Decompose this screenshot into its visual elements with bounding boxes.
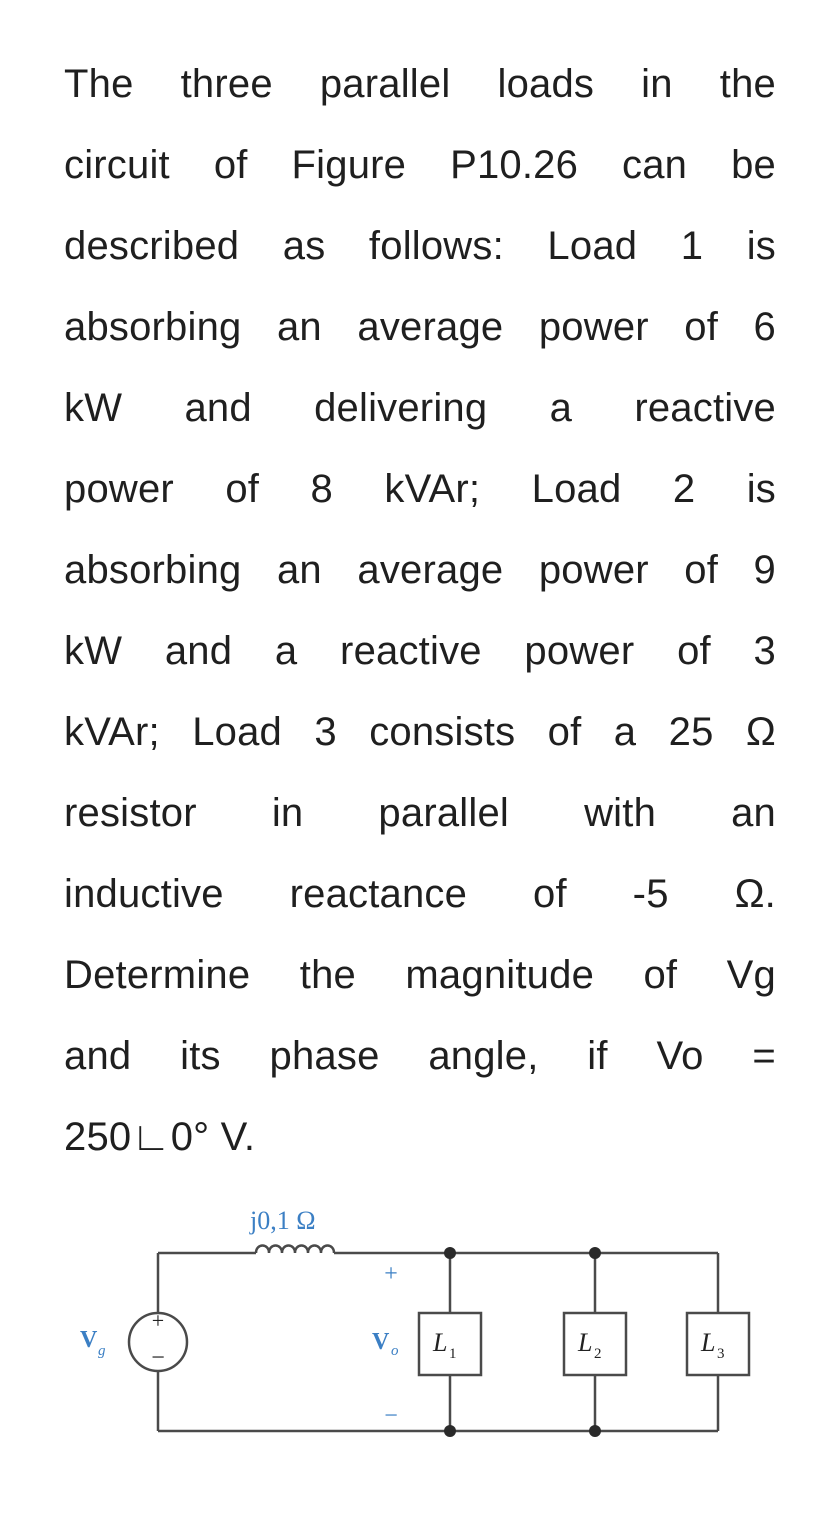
output-minus-sign: − <box>384 1403 398 1429</box>
problem-line: circuit of Figure P10.26 can be <box>64 143 776 187</box>
problem-line: power of 8 kVAr; Load 2 is <box>64 467 776 511</box>
problem-line: absorbing an average power of 9 <box>64 548 776 592</box>
load1-label: L <box>433 1328 448 1357</box>
problem-statement <box>64 44 776 1178</box>
problem-line: resistor in parallel with an <box>64 791 776 835</box>
load1-box <box>419 1313 481 1375</box>
problem-line: and its phase angle, if Vo = <box>64 1034 776 1078</box>
junction-dot <box>589 1425 601 1437</box>
problem-line: inductive reactance of -5 Ω. <box>64 872 776 916</box>
problem-line: described as follows: Load 1 is <box>64 224 776 268</box>
output-plus-sign: + <box>384 1261 398 1287</box>
load2-label: L <box>578 1328 593 1357</box>
junction-dot <box>589 1247 601 1259</box>
problem-line: Determine the magnitude of Vg <box>64 953 776 997</box>
junction-dot <box>444 1425 456 1437</box>
circuit-diagram <box>70 1195 770 1455</box>
load2-box <box>564 1313 626 1375</box>
problem-line: The three parallel loads in the <box>64 62 776 106</box>
problem-line: kW and a reactive power of 3 <box>64 629 776 673</box>
load3-subscript: 3 <box>717 1346 725 1362</box>
inductor-coil <box>256 1246 334 1254</box>
output-voltage-subscript: o <box>391 1343 399 1359</box>
junction-dot <box>444 1247 456 1259</box>
source-minus-sign: − <box>151 1345 165 1371</box>
source-plus-sign: + <box>151 1308 165 1333</box>
impedance-label: j0,1 Ω <box>250 1206 316 1235</box>
problem-line: 250∟0° V. <box>64 1115 256 1159</box>
load3-box <box>687 1313 749 1375</box>
load3-label: L <box>701 1328 716 1357</box>
source-label: V <box>80 1327 98 1353</box>
output-voltage-label: V <box>372 1329 390 1355</box>
source-label-subscript: g <box>98 1343 106 1359</box>
problem-line: kVAr; Load 3 consists of a 25 Ω <box>64 710 776 754</box>
load2-subscript: 2 <box>594 1346 602 1362</box>
load1-subscript: 1 <box>449 1346 457 1362</box>
problem-line: kW and delivering a reactive <box>64 386 776 430</box>
problem-line: absorbing an average power of 6 <box>64 305 776 349</box>
